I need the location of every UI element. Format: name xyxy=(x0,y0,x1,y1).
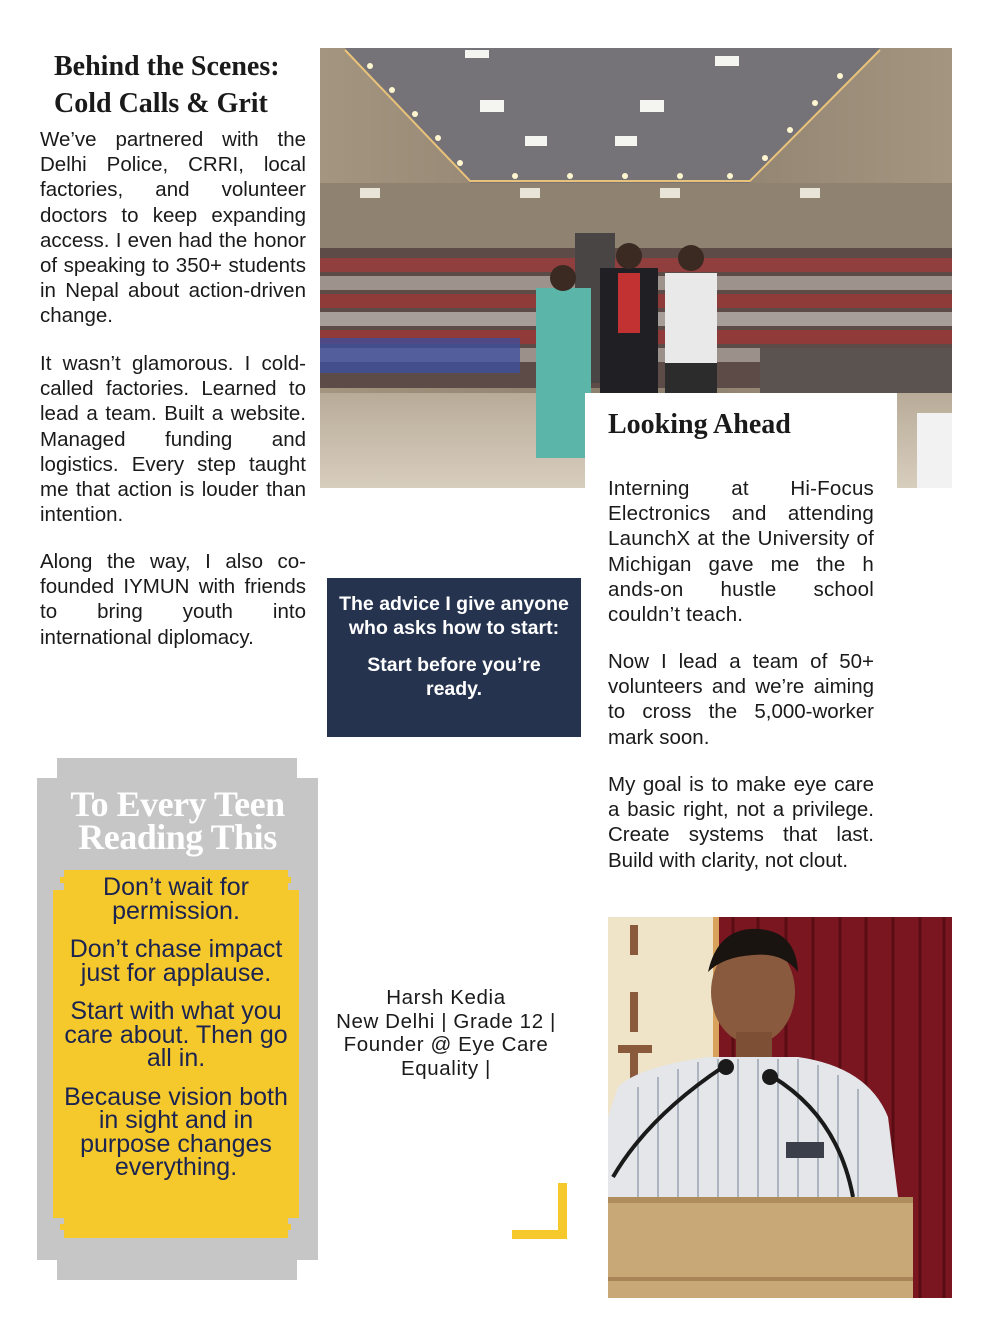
paragraph-iymun: Along the way, I also co-founded IYMUN with friends to bring youth into international diplomacy. xyxy=(40,550,306,649)
paragraph-team: Now I lead a team of 50+ volunteers and we’re aiming to cross the 5,000-worker mark soon. xyxy=(608,650,874,749)
teen-advice-item: Because vision both in sight and in purpose changes everything. xyxy=(64,1082,288,1181)
corner-dot xyxy=(285,1224,291,1230)
corner-dot xyxy=(60,1224,66,1230)
heading-line: Reading This xyxy=(78,817,277,857)
teen-advice-item: Don’t chase impact just for applause. xyxy=(69,935,283,987)
teen-box-heading xyxy=(37,784,318,857)
teen-frame-top-tab xyxy=(57,758,297,780)
speaker-photo-illustration xyxy=(608,917,952,1298)
teen-frame-bottom-tab xyxy=(57,1258,297,1280)
speaker-photo xyxy=(608,917,952,1298)
paragraph-goal: My goal is to make eye care a basic right, not a privilege. Create systems that last. Build with clarity, not clout. xyxy=(608,773,874,872)
callout-intro: The advice I give anyone who asks how to start: xyxy=(339,593,569,639)
section-heading-looking-ahead: Looking Ahead xyxy=(608,409,791,440)
callout-quote: Start before you’re ready. xyxy=(367,654,541,700)
teen-advice-item: Don’t wait for permission. xyxy=(103,873,249,925)
paragraph-cold-calls: It wasn’t glamorous. I cold-called factories. Learned to lead a team. Built a website. Managed funding and logistics. Every step taught me that action is louder than intention. xyxy=(40,352,306,527)
teen-advice-list xyxy=(53,873,299,1195)
heading-line: Cold Calls & Grit xyxy=(54,88,268,119)
paragraph-partnerships: We’ve partnered with the Delhi Police, CRRI, local factories, and volunteer doctors to keep expanding access. I even had the honor of speaking to 350+ students in Nepal about action-driven change. xyxy=(40,128,306,328)
advice-callout xyxy=(327,578,581,737)
author-bio xyxy=(335,986,557,1080)
author-details: New Delhi | Grade 12 | Founder @ Eye Care Equality | xyxy=(336,1009,556,1080)
heading-line: To Every Teen xyxy=(70,784,285,824)
author-name: Harsh Kedia xyxy=(386,986,506,1009)
teen-advice-item: Start with what you care about. Then go all in. xyxy=(64,997,288,1072)
heading-line: Behind the Scenes: xyxy=(54,51,280,82)
section-heading-behind-the-scenes xyxy=(54,48,314,122)
corner-bracket-horizontal xyxy=(512,1230,567,1239)
paragraph-internship: Interning at Hi-Focus Electronics and attending LaunchX at the University of Michigan gave me the h ands-on hustle school couldn’t teach. xyxy=(608,477,874,627)
